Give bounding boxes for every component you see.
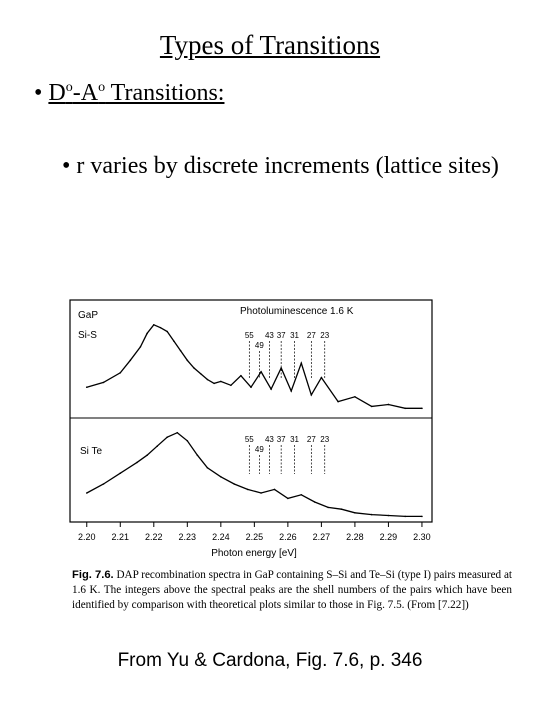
figure-caption	[72, 568, 512, 613]
d-superscript: o	[65, 80, 73, 95]
data-point-bottom	[404, 516, 406, 518]
data-point-top	[153, 324, 155, 326]
data-point-top	[200, 373, 202, 375]
dao-heading	[48, 80, 224, 106]
data-point-top	[130, 360, 132, 362]
shell-number-label: 55	[244, 331, 254, 340]
data-point-top	[230, 384, 232, 386]
a-letter: -A	[72, 80, 99, 106]
x-tick-label: 2.25	[245, 532, 264, 542]
shell-number-label: 31	[290, 331, 300, 340]
data-point-top	[260, 371, 262, 373]
series-top-group	[86, 324, 423, 409]
data-point-top	[160, 327, 162, 329]
x-tick-label: 2.23	[178, 532, 197, 542]
data-point-top	[371, 406, 373, 408]
data-point-top	[180, 350, 182, 352]
shell-number-label: 43	[264, 435, 274, 444]
shell-number-label: 49	[254, 341, 264, 350]
shell-number-label: 43	[264, 331, 274, 340]
slide-title: Types of Transitions	[159, 30, 381, 60]
data-point-top	[213, 383, 215, 385]
shell-number-label: 37	[276, 435, 286, 444]
data-point-top	[270, 388, 272, 390]
x-tick-label: 2.26	[279, 532, 297, 542]
bullet-marker: •	[34, 80, 43, 106]
data-point-top	[404, 408, 406, 410]
shell-number-label: 49	[254, 445, 264, 454]
x-tick-label: 2.29	[379, 532, 398, 542]
x-tick-label: 2.28	[346, 532, 364, 542]
data-point-bottom	[176, 432, 178, 434]
top-panel-title: Photoluminescence 1.6 K	[240, 306, 354, 317]
top-panel-label-1: GaP	[78, 310, 99, 321]
data-point-bottom	[136, 462, 138, 464]
annotations-bottom	[245, 435, 330, 474]
data-point-top	[388, 404, 390, 406]
data-point-top	[337, 401, 339, 403]
caption-text: DAP recombination spectra in GaP containing S–Si and Te–Si (type I) pairs measured at 1.6 K. The integers above the spectral peaks are the shell numbers of the pairs which have been identified by comparison with theoretical plots similar to those in Fig. 7.5. (From [7.22])	[72, 569, 513, 611]
x-tick-label: 2.27	[312, 532, 331, 542]
x-tick-label: 2.22	[145, 532, 163, 542]
data-point-bottom	[327, 507, 329, 509]
data-point-bottom	[156, 445, 158, 447]
source-citation: From Yu & Cardona, Fig. 7.6, p. 346	[117, 650, 423, 671]
data-point-top	[354, 396, 356, 398]
shell-number-label: 37	[276, 331, 286, 340]
x-axis-ticks	[78, 522, 431, 542]
data-point-bottom	[421, 516, 423, 518]
bottom-panel-label: Si Te	[80, 446, 103, 457]
data-point-bottom	[388, 515, 390, 517]
x-tick-label: 2.30	[413, 532, 431, 542]
d-letter: D	[48, 80, 66, 106]
x-tick-label: 2.20	[77, 532, 96, 542]
annotations-top	[245, 331, 330, 378]
data-point-bottom	[287, 498, 289, 500]
data-point-bottom	[103, 483, 105, 485]
data-point-bottom	[314, 501, 316, 503]
data-point-bottom	[371, 514, 373, 516]
data-point-top	[86, 386, 88, 388]
data-point-top	[240, 375, 242, 377]
data-point-bottom	[341, 508, 343, 510]
top-panel-label-2: Si-S	[78, 330, 97, 341]
shell-number-label: 31	[290, 435, 300, 444]
data-point-bottom	[197, 454, 199, 456]
data-point-top	[220, 381, 222, 383]
data-point-bottom	[119, 472, 121, 474]
data-point-bottom	[207, 467, 209, 469]
data-point-top	[321, 377, 323, 379]
spectrum-line-top	[87, 325, 422, 409]
data-point-top	[140, 346, 142, 348]
x-tick-label: 2.24	[212, 532, 230, 542]
caption-fig-number: Fig. 7.6.	[72, 569, 114, 581]
data-point-bottom	[86, 492, 88, 494]
transitions-text: Transitions:	[105, 80, 225, 106]
x-axis-label: Photon energy [eV]	[211, 548, 297, 559]
data-point-bottom	[300, 494, 302, 496]
data-point-bottom	[166, 436, 168, 438]
a-superscript: o	[98, 80, 106, 95]
data-point-top	[173, 340, 175, 342]
data-point-top	[187, 360, 189, 362]
data-point-top	[290, 390, 292, 392]
data-point-top	[421, 408, 423, 410]
data-point-top	[193, 367, 195, 369]
data-point-bottom	[146, 454, 148, 456]
shell-number-label: 23	[320, 331, 330, 340]
data-point-top	[311, 394, 313, 396]
data-point-top	[250, 386, 252, 388]
data-point-bottom	[274, 489, 276, 491]
data-point-top	[207, 379, 209, 381]
shell-number-label: 27	[306, 435, 316, 444]
bullet-dao-transitions	[34, 80, 224, 107]
shell-number-label: 55	[244, 435, 254, 444]
shell-number-label: 23	[320, 435, 330, 444]
spectra-plot	[64, 290, 516, 570]
data-point-bottom	[233, 483, 235, 485]
data-point-top	[119, 372, 121, 374]
shell-number-label: 27	[306, 331, 316, 340]
data-point-bottom	[220, 476, 222, 478]
data-point-bottom	[187, 440, 189, 442]
x-tick-label: 2.21	[111, 532, 130, 542]
bullet-r-varies: • r varies by discrete increments (lattice sites)	[62, 153, 499, 179]
data-point-bottom	[247, 489, 249, 491]
data-point-bottom	[260, 492, 262, 494]
data-point-top	[300, 362, 302, 364]
data-point-bottom	[354, 512, 356, 514]
data-point-top	[146, 333, 148, 335]
data-point-top	[166, 331, 168, 333]
data-point-top	[103, 382, 105, 384]
